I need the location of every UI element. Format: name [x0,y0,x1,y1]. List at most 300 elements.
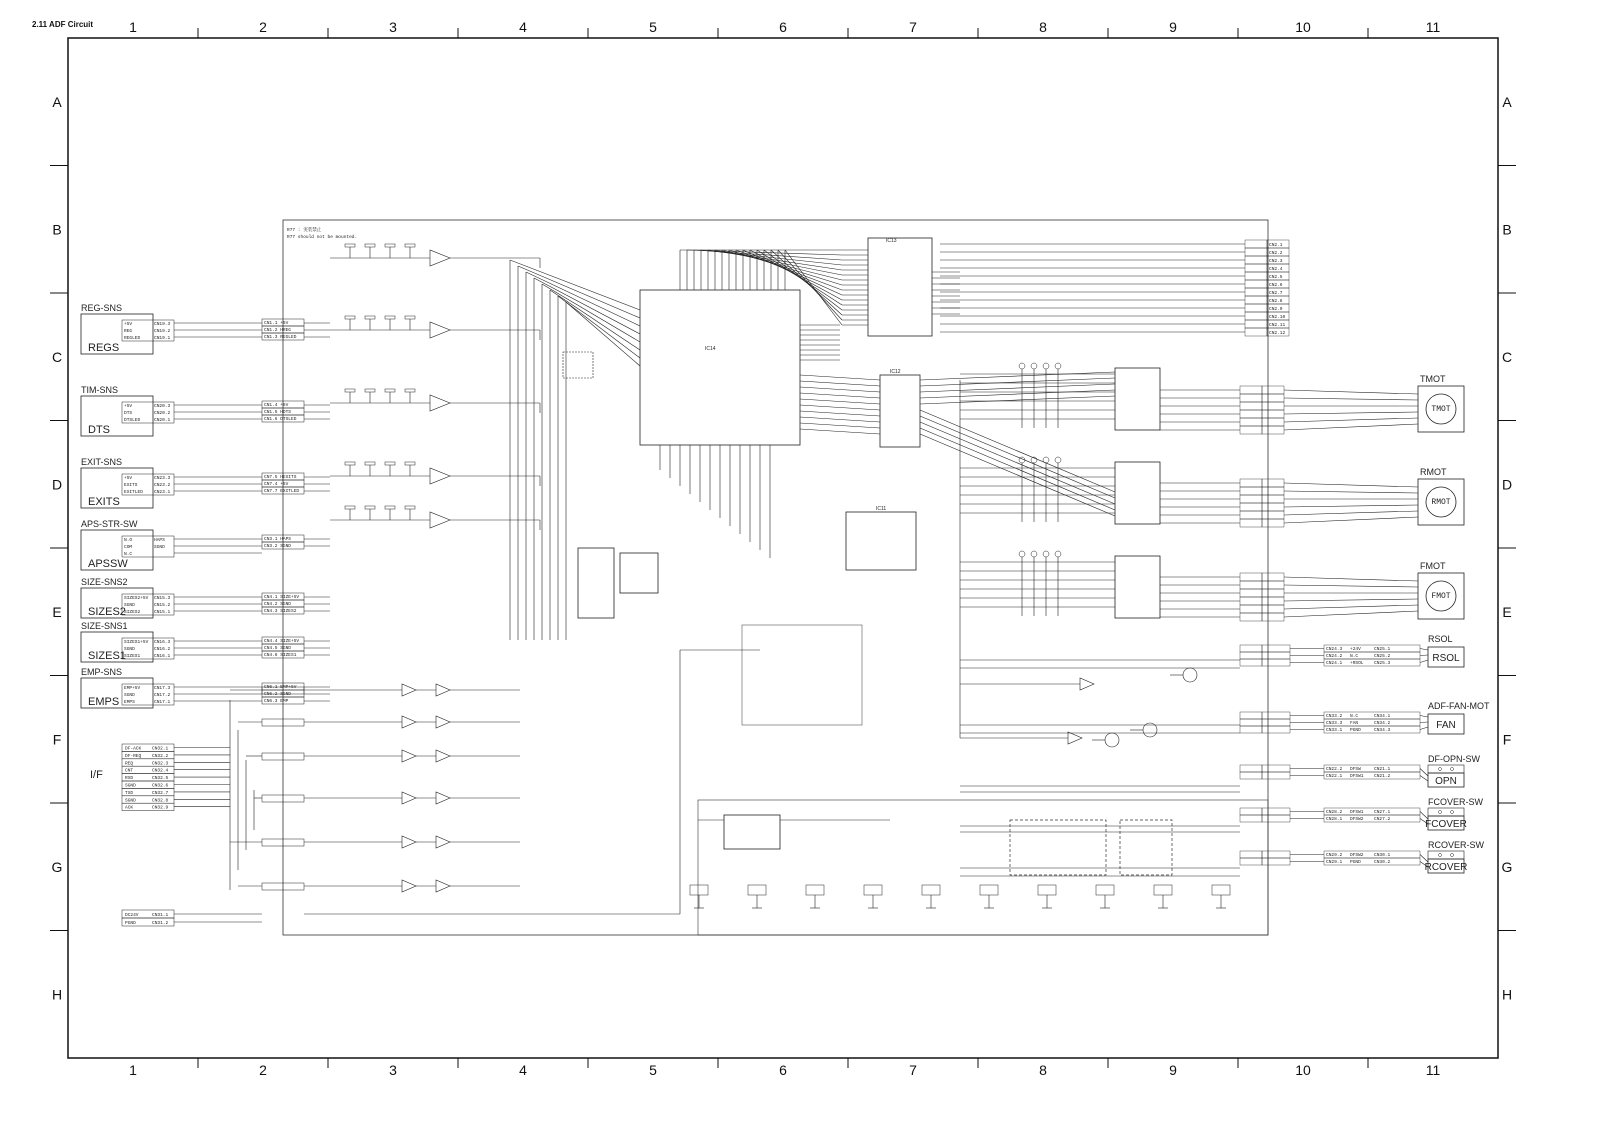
switch-contact [1451,854,1454,857]
actuator-signal: PGND [1350,728,1361,733]
grid-row-right-D: D [1501,476,1513,493]
if-signal-cn: CN32.2 [152,753,169,759]
motor-cn-cell [1240,410,1262,418]
actuator-cn-cell [1240,719,1262,726]
motor-cn-cell [1240,479,1262,487]
capacitor-symbol [864,885,882,895]
cn1-label: CN1.4 +5V [264,403,289,408]
cn2-label: CN2.6 [1269,283,1283,288]
cn1-label: CN6.2 SGND [264,692,292,697]
motor-cn-cell [1262,597,1284,605]
buffer-symbol [402,880,416,892]
cn1-label: CN1.1 +5V [264,321,289,326]
test-point-icon [1031,551,1037,557]
buffer-symbol [436,750,450,762]
pin-label: REG [124,329,133,334]
motor-driver-2 [1115,462,1160,524]
cn1-label: CN1.5 HDTS [264,410,292,415]
cn1-label: CN1.3 REGLED [264,335,297,340]
cn2-label: CN2.12 [1269,331,1286,336]
actuator-fmot [1240,561,1464,621]
switch-contact [1439,811,1442,814]
grid-col-bottom-3: 3 [389,1062,397,1078]
pin-cn: CN19.1 [154,336,171,341]
resistor-symbol [385,506,395,509]
grid-row-right-A: A [1502,93,1512,110]
cn2-label: CN2.5 [1269,275,1283,280]
actuator-cn-cell [1240,712,1262,719]
cn2-left-cell [1245,256,1267,264]
sensor-title: EXIT-SNS [81,457,123,467]
actuator-signal: N.C [1350,714,1359,719]
sensor-title: TIM-SNS [81,385,118,395]
resistor-symbol [405,462,415,465]
opamp-symbol [430,395,450,411]
motor-cn-cell [1262,394,1284,402]
buffer-symbol [402,684,416,696]
cn1-label: CN6.1 EMP+5V [264,685,297,690]
cn2-connector-column [1245,240,1289,336]
cn1-label: CN7.5 HEXITS [264,475,297,480]
actuator-cn-right: CN21.1 [1374,767,1391,772]
motor-cn-cell [1262,511,1284,519]
grid-col-bottom-2: 2 [259,1062,267,1078]
motor-cn-cell [1240,386,1262,394]
pin-label: EMP+5V [124,686,141,691]
actuator-signal: DFSW1 [1350,810,1364,815]
power-cn: CN31.1 [152,913,169,918]
test-point-icon [1043,363,1049,369]
motor-cn-cell [1262,402,1284,410]
motor-cn-cell [1262,487,1284,495]
test-point-icon [1043,457,1049,463]
cn1-label: CN6.3 EMP [264,699,289,704]
sensor-name: SIZES2 [88,606,126,618]
motor-cn-cell [1262,573,1284,581]
grid-col-bottom-10: 10 [1295,1062,1311,1078]
if-signal-cn: CN32.3 [152,761,169,767]
motor-cn-cell [1240,581,1262,589]
actuator-cn-left: CN22.1 [1326,774,1343,779]
actuator-cn-left: CN24.3 [1326,647,1343,652]
actuator-cn-right: CN27.2 [1374,817,1391,822]
resistor-symbol [385,389,395,392]
resistor-symbol [365,244,375,247]
transistor-symbol [1183,668,1197,682]
cn1-label: CN4.3 SIZES2 [264,609,297,614]
grid-col-bottom-11: 11 [1425,1062,1441,1078]
grid-row-right-E: E [1502,603,1512,620]
motor-cn-cell [1240,418,1262,426]
pin-cn: CN16.1 [154,654,171,659]
if-signal-cn: CN32.4 [152,768,169,774]
osc-block [563,352,593,378]
actuator-signal: +RSOL [1350,661,1364,666]
sensor-sizes2 [81,577,174,618]
cn1-label: CN3.2 SGND [264,544,292,549]
sensor-exits [81,457,174,508]
actuator-fcover [1240,797,1484,830]
regulator-ic [724,815,780,849]
actuator-title: DF-OPN-SW [1428,754,1480,764]
buffer-symbol [402,716,416,728]
sensor-name: SIZES1 [88,650,126,662]
if-signal-name: SGND [125,783,136,789]
grid-left [50,94,68,1003]
cn2-left-cell [1245,296,1267,304]
cn1-label: CN3.1 HAPS [264,537,292,542]
grid-row-right-B: B [1502,221,1512,238]
actuator-name: OPN [1435,776,1457,787]
actuator-cn-right: CN25.3 [1374,661,1391,666]
dashed-box-1 [1010,820,1106,875]
if-signal-name: DF-REQ [125,753,142,759]
motor-cn-cell [1262,418,1284,426]
mcu-ic14 [640,290,800,445]
eprom-ic13 [868,238,932,336]
actuator-signal: DFSW2 [1350,853,1364,858]
resistor-symbol [385,462,395,465]
cn2-label: CN2.9 [1269,307,1283,312]
capacitor-symbol [806,885,824,895]
grid-col-bottom-7: 7 [909,1062,917,1078]
actuator-name: FAN [1436,720,1456,731]
capacitor-symbol [748,885,766,895]
grid-row-left-A: A [52,93,62,110]
grid-row-left-B: B [52,221,62,238]
actuator-cn-cell [1262,808,1290,815]
motor-cn-cell [1240,487,1262,495]
pin-label: EMPS [124,700,135,705]
capacitor-symbol [922,885,940,895]
actuator-cn-left: CN33.3 [1326,721,1343,726]
resistor-symbol [365,462,375,465]
motor-name: FMOT [1431,592,1451,601]
grid-bottom [129,1058,1440,1078]
actuator-cn-cell [1240,808,1262,815]
pin-label: SGND [124,693,135,698]
resistor-symbol [345,506,355,509]
right-actuator-group [1240,374,1490,873]
grid-right [1498,94,1516,1003]
switch-contact [1439,768,1442,771]
motor-cn-cell [1240,503,1262,511]
resistor-symbol [365,316,375,319]
grid-row-left-G: G [51,858,63,875]
actuator-cn-right: CN25.1 [1374,647,1391,652]
switch-contact [1439,854,1442,857]
pin-label: DTSLED [124,418,141,423]
sensor-regs [81,303,174,354]
cn2-label: CN2.10 [1269,315,1286,320]
actuator-title: RSOL [1428,634,1453,644]
sensor-title: SIZE-SNS1 [81,621,128,631]
switch-top [1428,808,1464,816]
if-signal-name: RXD [125,776,134,782]
pin-label: COM [124,545,133,550]
grid-row-left-D: D [51,476,63,493]
grid-col-top-5: 5 [649,19,657,35]
grid-row-right-H: H [1501,986,1513,1003]
cn2-left-cell [1245,312,1267,320]
actuator-cn-right: CN21.2 [1374,774,1391,779]
capacitor-symbol [1096,885,1114,895]
pin-label: SIZES1 [124,654,141,659]
sensor-dts [81,385,174,436]
pin-label: REGLED [124,336,141,341]
pin-cn: CN15.2 [154,603,171,608]
resistor-symbol [405,316,415,319]
actuator-cn-right: CN30.1 [1374,853,1391,858]
grid-col-top-2: 2 [259,19,267,35]
actuator-cn-left: CN24.2 [1326,654,1343,659]
actuator-name: RCOVER [1424,862,1468,873]
actuator-cn-cell [1262,765,1290,772]
actuator-cn-cell [1240,772,1262,779]
actuator-cn-right: CN34.1 [1374,714,1391,719]
cn2-left-cell [1245,320,1267,328]
motor-cn-cell [1240,426,1262,434]
pin-cn: SGND [154,545,165,550]
motor-cn-cell [1262,519,1284,527]
pin-label: SIZES1+5V [124,640,149,645]
svg-text:R77 : 実装禁止: R77 : 実装禁止 [287,228,322,233]
pin-label: SGND [124,647,135,652]
buffer-symbol [1080,678,1094,690]
motor-title: TMOT [1420,374,1446,384]
grid-col-top-6: 6 [779,19,787,35]
left-sensor-group [81,303,174,708]
resistor-symbol [345,462,355,465]
capacitor-symbol [980,885,998,895]
actuator-opn [1240,754,1480,787]
test-point-icon [1031,363,1037,369]
actuator-signal: DFSW2 [1350,817,1364,822]
resistor-symbol [405,389,415,392]
motor-driver-3 [1115,556,1160,618]
if-signal-name: DF-ACK [125,746,142,752]
mount-note: R77 should not be mounted. [287,235,358,240]
motor-cn-cell [1262,479,1284,487]
pin-label: +5V [124,322,133,327]
driver-ic12 [880,369,920,447]
sensor-title: SIZE-SNS2 [81,577,128,587]
opamp-symbol [430,512,450,528]
actuator-cn-cell [1240,851,1262,858]
opamp-symbol [430,468,450,484]
actuator-name: RSOL [1432,653,1460,664]
actuator-name: FCOVER [1425,819,1467,830]
motor-cn-cell [1262,495,1284,503]
motor-name: TMOT [1431,405,1451,414]
cn2-left-cell [1245,272,1267,280]
actuator-rsol [1240,634,1464,667]
grid-row-left-C: C [51,348,63,365]
actuator-cn-cell [1262,712,1290,719]
actuator-signal: +24V [1350,647,1361,652]
buffer-symbol [436,716,450,728]
cn2-label: CN2.11 [1269,323,1286,328]
motor-title: RMOT [1420,467,1447,477]
motor-cn-cell [1262,613,1284,621]
motor-cn-cell [1262,410,1284,418]
power-name: DC24V [125,913,139,918]
grid-col-bottom-6: 6 [779,1062,787,1078]
actuator-cn-cell [1262,726,1290,733]
motor-cn-cell [1262,605,1284,613]
cn1-label: CN4.2 SGND [264,602,292,607]
switch-top [1428,851,1464,859]
motor-cn-cell [1262,589,1284,597]
cn2-label: CN2.4 [1269,267,1283,272]
pin-cn: CN17.3 [154,686,171,691]
power-name: PGND [125,921,136,926]
switch-top [1428,765,1464,773]
actuator-cn-right: CN27.1 [1374,810,1391,815]
grid-col-top-4: 4 [519,19,527,35]
pin-label: EXITLED [124,490,143,495]
if-signal-name: REQ [125,761,134,767]
resistor-symbol [365,506,375,509]
actuator-tmot [1240,374,1464,434]
motor-cn-cell [1262,386,1284,394]
cn2-label: CN2.2 [1269,251,1283,256]
actuator-fan [1240,701,1490,734]
cn2-left-cell [1245,288,1267,296]
actuator-cn-cell [1262,815,1290,822]
grid-col-top-7: 7 [909,19,917,35]
cn1-label: CN4.1 SIZE+5V [264,595,300,600]
sensor-title: APS-STR-SW [81,519,138,529]
motor-cn-cell [1240,613,1262,621]
grid-col-top-9: 9 [1169,19,1177,35]
cn2-label: CN2.7 [1269,291,1283,296]
buffer-symbol [1068,732,1082,744]
test-point-icon [1043,551,1049,557]
transistor-symbol [1105,733,1119,747]
motor-cn-cell [1262,581,1284,589]
sensor-title: REG-SNS [81,303,123,313]
sensor-emps [81,667,174,708]
actuator-title: FCOVER-SW [1428,797,1483,807]
test-point-icon [1019,363,1025,369]
cn1-label: CN4.5 SGND [264,646,292,651]
actuator-cn-right: CN30.2 [1374,860,1391,865]
actuator-signal: FAN [1350,721,1359,726]
motor-title: FMOT [1420,561,1446,571]
actuator-title: ADF-FAN-MOT [1428,701,1490,711]
actuator-rmot [1240,467,1464,527]
buffer-symbol [402,792,416,804]
cn2-left-cell [1245,240,1267,248]
sensor-title: EMP-SNS [81,667,123,677]
cn2-left-cell [1245,304,1267,312]
grid-col-top-1: 1 [129,19,137,35]
if-signal-name: ACK [125,805,134,811]
if-signal-name: SGND [125,798,136,804]
resistor-symbol [385,316,395,319]
cn2-left-cell [1245,248,1267,256]
motor-cn-cell [1240,402,1262,410]
cn1-label: CN7.7 EXITLED [264,489,300,494]
grid-col-top-8: 8 [1039,19,1047,35]
pin-cn: CN15.1 [154,610,171,615]
motor-cn-cell [1262,426,1284,434]
page-title: 2.11 ADF Circuit [32,20,94,29]
pin-cn: CN19.3 [154,322,171,327]
actuator-signal: DFSW1 [1350,774,1364,779]
actuator-signal: N.C [1350,654,1359,659]
resistor-symbol [345,389,355,392]
grid-col-bottom-4: 4 [519,1062,527,1078]
actuator-cn-left: CN33.2 [1326,714,1343,719]
actuator-cn-cell [1240,765,1262,772]
actuator-cn-cell [1262,851,1290,858]
actuator-cn-left: CN28.2 [1326,810,1343,815]
pin-cn: CN23.1 [154,490,171,495]
if-signal-cn: CN32.5 [152,776,169,782]
motor-cn-cell [1240,394,1262,402]
ic11 [846,506,916,570]
actuator-cn-cell [1262,772,1290,779]
grid-row-left-E: E [52,603,62,620]
cn1-label: CN7.4 +5V [264,482,289,487]
interface-block [90,744,174,926]
resistor-symbol [405,506,415,509]
capacitor-symbol [1038,885,1056,895]
actuator-cn-cell [1240,858,1262,865]
pin-cn: CN20.1 [154,418,171,423]
pin-cn: CN20.3 [154,404,171,409]
eprom-label: IC13 [886,238,897,244]
capacitor-symbol [1154,885,1172,895]
buffer-symbol [402,750,416,762]
buffer-symbol [436,684,450,696]
cn2-label: CN2.3 [1269,259,1283,264]
motor-cn-cell [1240,519,1262,527]
cn1-label: CN4.6 SIZES1 [264,653,297,658]
grid-col-bottom-9: 9 [1169,1062,1177,1078]
opamp-symbol [430,322,450,338]
actuator-cn-left: CN22.2 [1326,767,1343,772]
actuator-rcover [1240,840,1485,873]
grid-row-left-H: H [51,986,63,1003]
reset-ic [578,548,658,618]
actuator-cn-cell [1240,645,1262,652]
resistor-symbol [385,244,395,247]
pin-label: SIZES2 [124,610,141,615]
test-point-icon [1019,551,1025,557]
switch-contact [1451,811,1454,814]
actuator-cn-cell [1262,652,1290,659]
pin-cn: CN17.1 [154,700,171,705]
pin-label: EXITS [124,483,138,488]
actuator-cn-left: CN33.1 [1326,728,1343,733]
pin-cn: CN16.3 [154,640,171,645]
actuator-cn-cell [1240,726,1262,733]
motor-cn-cell [1240,589,1262,597]
actuator-cn-right: CN25.2 [1374,654,1391,659]
actuator-cn-left: CN28.1 [1326,817,1343,822]
capacitor-symbol [1212,885,1230,895]
grid-col-top-10: 10 [1295,19,1311,35]
actuator-signal: PGND [1350,860,1361,865]
actuator-cn-cell [1240,659,1262,666]
grid-top [129,19,1440,38]
test-point-icon [1055,457,1061,463]
actuator-cn-cell [1262,719,1290,726]
grid-col-bottom-8: 8 [1039,1062,1047,1078]
